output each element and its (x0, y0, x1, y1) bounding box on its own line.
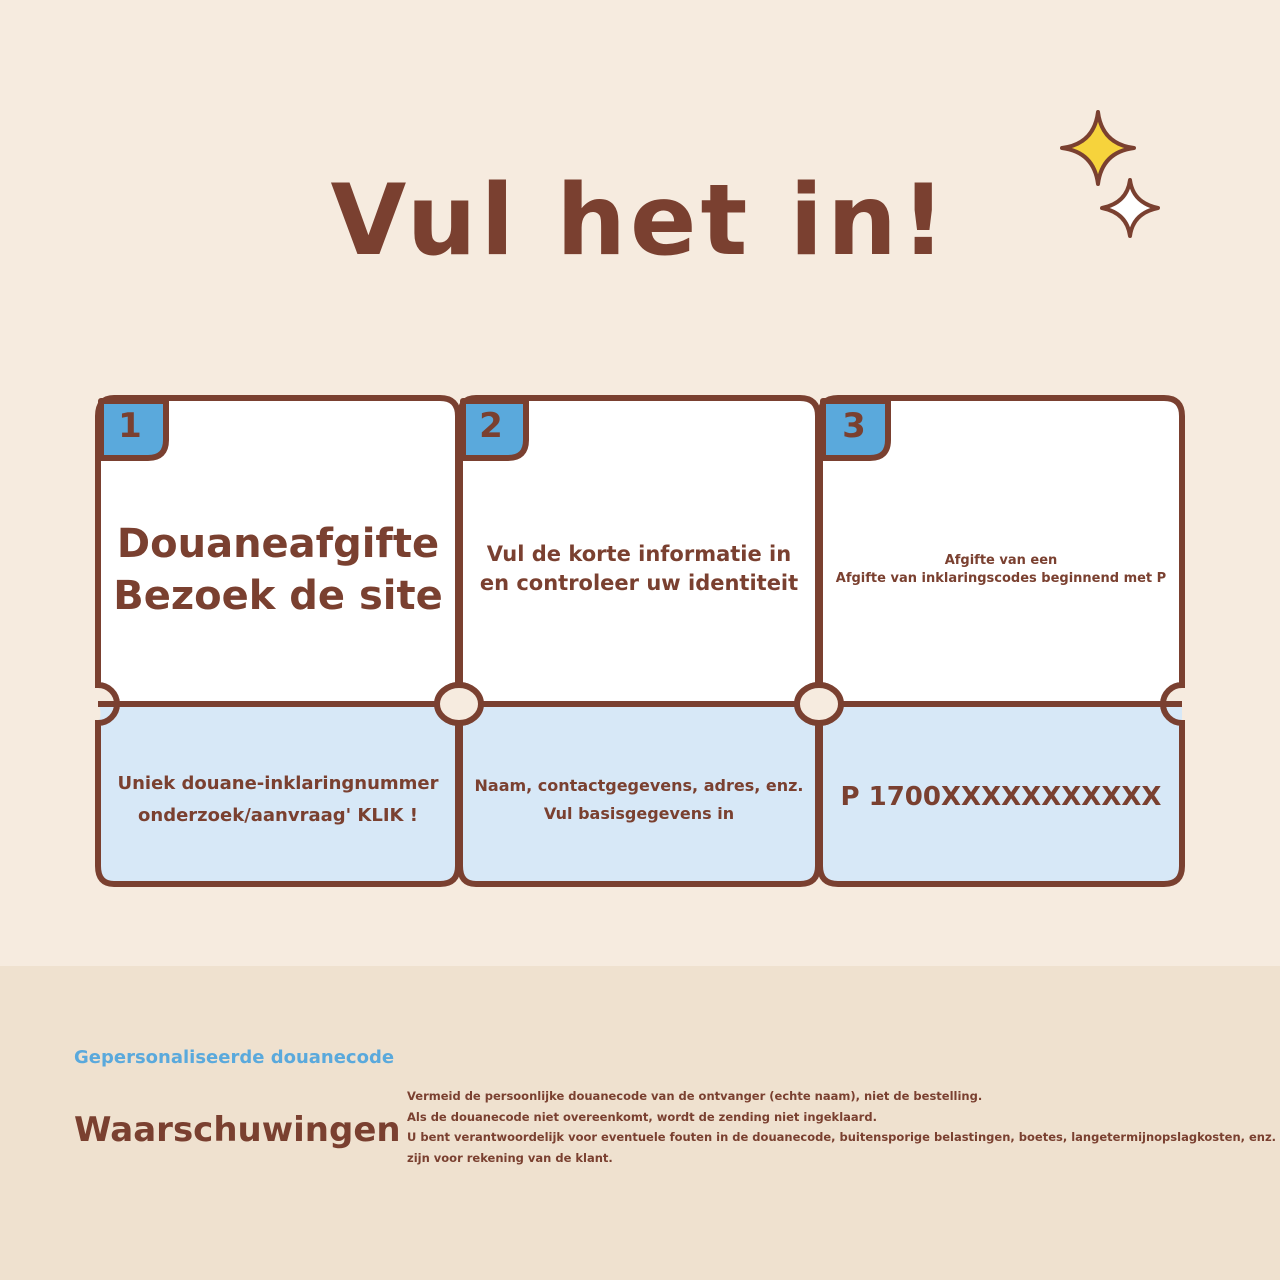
step-3-heading (826, 552, 1176, 588)
step-1-detail (104, 768, 452, 832)
step-1-heading-line-2: Bezoek de site (113, 573, 443, 619)
page-title: Vul het in! (330, 164, 950, 278)
step-2-heading-line-2: en controleer uw identiteit (479, 571, 799, 595)
step-1-number: 1 (118, 406, 142, 446)
customs-code-label: Gepersonaliseerde douanecode (74, 1047, 395, 1068)
step-1-heading-line-1: Douaneafgifte (116, 521, 440, 567)
warnings-list (407, 1086, 1277, 1168)
step-3-number: 3 (842, 406, 866, 446)
step-1-heading (104, 518, 452, 622)
warning-line-1: Vermeid de persoonlijke douanecode van de ontvanger (echte naam), niet de bestelling. (407, 1089, 983, 1103)
step-3-detail (826, 780, 1176, 814)
warning-line-4: zijn voor rekening van de klant. (407, 1150, 613, 1165)
step-1-detail-line-1: Uniek douane-inklaringnummer (117, 773, 439, 794)
step-2-heading (464, 540, 814, 598)
step-2-detail (464, 772, 814, 828)
step-2-detail-line-1: Naam, contactgegevens, adres, enz. (474, 776, 804, 795)
step-2-number: 2 (479, 406, 503, 446)
step-1-detail-line-2: onderzoek/aanvraag' KLIK ! (138, 805, 418, 826)
warnings-heading: Waarschuwingen (74, 1110, 401, 1150)
step-2-heading-line-1: Vul de korte informatie in (486, 542, 792, 566)
step-3-heading-line-1: Afgifte van een (944, 553, 1058, 568)
step-2-detail-line-2: Vul basisgegevens in (543, 804, 735, 823)
warning-line-3: U bent verantwoordelijk voor eventuele fouten in de douanecode, buitensporige belastingen, boetes, langetermijnopslagkosten, enz. (407, 1130, 1277, 1144)
step-3-heading-line-2: Afgifte van inklaringscodes beginnend met P (835, 571, 1167, 586)
step-3-detail-line-1: P 1700XXXXXXXXXXX (840, 782, 1162, 812)
warning-line-2: Als de douanecode niet overeenkomt, wordt de zending niet ingeklaard. (407, 1109, 877, 1124)
